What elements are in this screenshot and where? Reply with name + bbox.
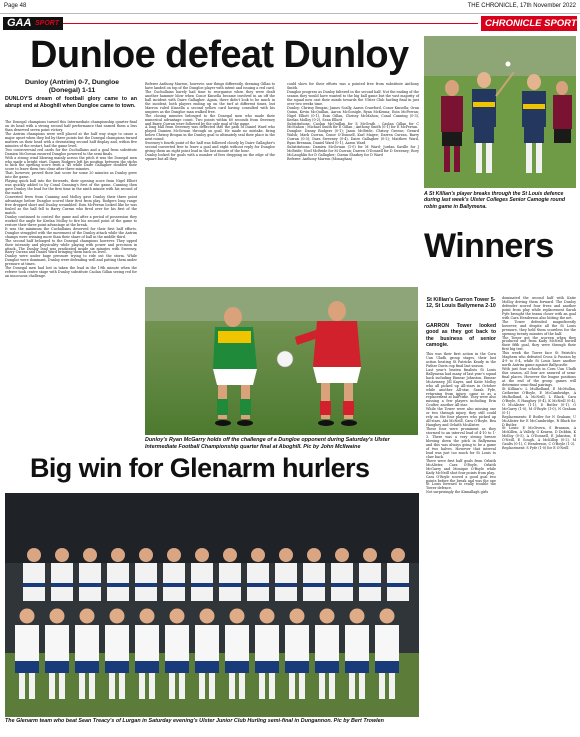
glenarm-team-photo (5, 493, 419, 717)
gaa-label: GAA (7, 17, 32, 29)
story1-column-2: Referee Anthony Marron, however, saw things differently, deeming Gillan to have landed on top of the Dungloe player with intent and issuing a red card. The Cuchullains barely had time to reorganise when they were dealt another hammer blow when Conor Kinsella became involved in an off the ball incident with Daire Gallagher. Again, there didn't look to be much in the incident, both players ending up on the turf at different times, but Marron ruled Kinsella a second yellow card having consulted with his umpires as the Dungloe man walked free. The closing minutes belonged to the Donegal men who made their numerical advantage count. Two points within 60 seconds from Sweeney and Barry Curran were followed by the only goal of the game. A long ball from Sweeney was deflected into the path of Daniel Ward who played Damien McGowan through on goal. He made no mistake, firing below Chrissy Brogan in the Dunloy goal to ultimately seal their place in the next round. Sweeney's fourth point of the half was followed closely by Daire Gallagher's second converted free to leave a goal and eight without reply for Dungloe giving them an eight point lead in the last minute of the hour. Dunloy looked for goals with a number of fees dropping on the edge of the square but all they (145, 82, 275, 162)
gaa-sport-banner (3, 16, 577, 31)
camogie-photo-scene (424, 36, 576, 188)
football-photo (145, 287, 418, 435)
story1-column-3: could show for their efforts was a pointed free from substitute Anthony Smith. Dungloe progress as Dunloy faltered in the second half. Not the ending of the season they would have wanted to the big ball game but the vast majority of the squad now cast their minds towards the Ulster Club hurling final in just over two weeks time. Dunloy: Chrissy Brogan; James Scally, Aaron Crawford, Conor Kinsella; Oran Quinn, Kevin McQuillan, Aaron McGonigle, Ryan McKenna; Eoin McFerran; Nigel Elliott (0-1), Eoin Gillan, Chrissy McMahon; Conal Cunning (0-3), Keelan Molloy (0-2), Sean Elliott Substitutions: Caolan McQuillan for S McGrath ; Caolan Gillan for C McMahon ; Michael Smith for E Gillan ; Anthony Smith (0-1) for E McFerran. Dungloe: Danny Rodgers (0-1); Jason McBride, Chrissy Greene, Gerard Walsh; Mark Curran, Conor O'Donnell, Karl Magee; Darren Curran, Barry Curran (0-3); Dara Sweeney (0-4), Daire Gallagher (0-2); Matthew Ward, Ryan Brennan, Daniel Ward (0-1), Aaron Ward Substitutions: Damien McGowan (1-0) for M Ward; Jordan Saville for J McBride; Noel McBride for M Curran; Darren O'Donnell for D Sweeney; Rory McLaughlin for D Gallagher; Ciaran Sharkey for D Ward Referee: Anthony Marron (Monaghan) (287, 82, 420, 162)
camogie-photo (424, 36, 576, 188)
headline-glenarm: Big win for Glenarm hurlers (30, 453, 370, 483)
header-rule (0, 13, 580, 14)
headline-dunloe: Dunloe defeat Dunloy (30, 34, 409, 76)
page-number: Page 48 (4, 3, 27, 9)
glenarm-photo-caption: The Glenarm team who beat Sean Treacy's of Lurgan in Saturday evening's Ulster Junior Club Hurling semi-final in Dungannon. Pic by Bert Trowlen (5, 718, 384, 724)
story2-column-b: dominated the second half with Katie Molloy driving them forward. The Dunloy defender scored four frees and another point from play while replacement Sarah Fyfe brought the teams closer with an goal with Cara Henderson also hitting the net. The Tower defended magnificently however, and despite all the St Louis pressure, they held them scoreless for the opening twenty minutes of the half. The Tower got the scoreen when they produced one from Kady McNeill buried their fifth goal, they were through their first big test. This week the Tower face St Patrick's Maghera who defeated Cross & Passion by 4-9 to 0-4, while St Louis have another north Antrim game against Ballycastle. With just four schools in Corn Uan Uladh this season, all four are assured of semi-final places. However the league positions at the end of the group games will determine semi-final pairings. St Killian's: L Mulholland, E McMullan, Catherine O'Boyle, E McCambridge, A Mulholland, A McNeill, L Black, Cara O'Boyle, S Haughey (0-4), K McNeill (0-4), O McAlister (1-1), D Butler (0-1), O McGarry (1-0), M O'Boyle (1-0), N Graham (0-1) Replacements: E Butler for N Graham; U McAlister for E McCambridge, R Black for D Butler. St Louis: E McGivern, S Brannon, A McKillen, A Vallely, G Kearns, D Dobbin, K Molloy (0-5), A O'Donnell, E Johnston, E O'Neill, E Gough, A McKillop (0-2), M Gaults (0-1), C Henderson, C O'Boyle (1-2). Replacement: S Fyfe (1-0) for E O'Neill (502, 296, 576, 451)
banner-rule (63, 23, 478, 24)
story2-column-a: This was their first action in the Corn Uan Uladh group stages, their last action beating St Patricks Keady in the Father Davis cup final last season. Last year's beaten finalists St Louis Ballymena had many of last year's squad back including Eimear Johnston, Eimear McAvinney, Jill Kayes, and Katie Molloy who all picked up All-stars in October while another All-star, Sarah Fyfe, returning from injury, came in as a replacement at half-time. They were also missing a few players including Erin Coulter, another All-star. While the Tower were also missing one or two through injury, they still could rely on the four players who picked up All-stars, Abi McNeill, Cara O'Boyle, Bea Haughey and Orlaith McAlister. These four were prominent as they stormed to an interval lead of 4-10 to 1-3. There was a very strong breeze blowing down the pitch in Ballymena and this was always going to be a game of two halves. However that interval lead was just too much for St Louis to claw back. There were first half goals from Orlaith McAlister, Cara O'Boyle, Orlaith McGarry and Monique O'Boyle while Kady McNeill shot four points from play. Cara O'Boyle scored a good goal two points before the break and was the one St Louis forward to really trouble the Tower defence. Not surprisingly the Kinnallagh girls (426, 352, 496, 495)
story1-column-1: The Donegal champions turned this Intermediate championship quarter final on its head with a strong second half performance that earned them a less than deserved seven point victory. The Antrim champions were well placed at the half way stage to cause a major upset when they led by three points but the Donegal champions turned matters on their head with a devastating second half display and, within five minutes of the restart, had the game level. Two controversial red cards for the Cuchullains and a goal from substitute Damien McGowan ensured Dungloe powered to the semi finals. With a strong wind blowing mainly across the pitch it was the Donegal men who made a bright start. Danny Rodgers left his position between the sticks to kick the opening score from a '45 while Daire Gallagher doubled their score to leave them two clear after three minutes. That, however, proved their last score for some 20 minutes as Dunloy grew into the game. Playing quick ball into the forwards, their opening score from Nigel Elliott was quickly added to by Conal Cunning's first of the game. Cunning then gave Dunloy the lead for the first time in the ninth minute with his second of the match. Converted frees from Cunning and Molloy gave Dunloy their three point advantage before Dungloe scored their first from play. Rodgers long range free dropped short and Dunloy scrambled. Eoin McFerran looked like he was fouled as the ball fell to Barry Curran who fired over for his first of the match. Dunloy continued to control the game and after a period of possession they worked the angle for Keelan Molloy to fire his second point of the game to restore their three point advantage at the break. It was the minimum the Cuchullains deserved for their first half efforts. Dungloe struggled with the movement of the Dunloy attack while the Antrim champs were winning more than their share of ball in the middle third. The second half belonged to the Donegal champions however. They upped their intensity and physicality while playing with power and precision in attack. The Dunloy lead was eradicated inside six minutes with Sweeney, Barry Curran and Daniel Ward bringing them back on level. Dunloy were under huge pressure trying to ride out the storm. While Dungloe were dominant, Dunloy were defending well and putting them under pressure at times. The Donegal men had lost in taken the lead in the 19th minute when the referee took centre stage with Dunloy substitute Caolan Gillan seeing red for an innocuous challenge. (5, 120, 137, 279)
story1-intro: DUNLOY'S dream of football glory came to an abrupt end at Aboghill when Dungloe came to town. (5, 96, 137, 109)
paper-dateline: THE CHRONICLE, 17th November 2022 (467, 3, 576, 9)
football-photo-scene (145, 287, 418, 435)
football-photo-caption: Dunloy's Ryan McGarry holds off the challenge of a Dungloe opponent during Saturday's Ulster Intermediate Football Championship quarter final at Aboghill. Pic by John McIlwaine (145, 437, 390, 450)
story2-intro: GARRON Tower looked good as they got back to the business of senior camogie. (426, 323, 496, 349)
story2-score: St Killian's Garron Tower 5-12, St Louis Ballymena 2-10 (426, 297, 496, 310)
story1-byline: Dunloy (Antrim) 0-7, Dungloe (Donegal) 1-11 (24, 79, 120, 94)
chronicle-sport-label: CHRONICLE SPORT (485, 18, 577, 29)
camogie-photo-caption: A St Killian's player breaks through the St Louis defence during last week's Ulster Colleges Senior Camogie round robin game in Ballymena. (424, 191, 566, 210)
headline-winners: Winners (424, 227, 554, 265)
gaa-sport-label: SPORT (35, 20, 59, 27)
glenarm-team-scene (5, 493, 419, 717)
